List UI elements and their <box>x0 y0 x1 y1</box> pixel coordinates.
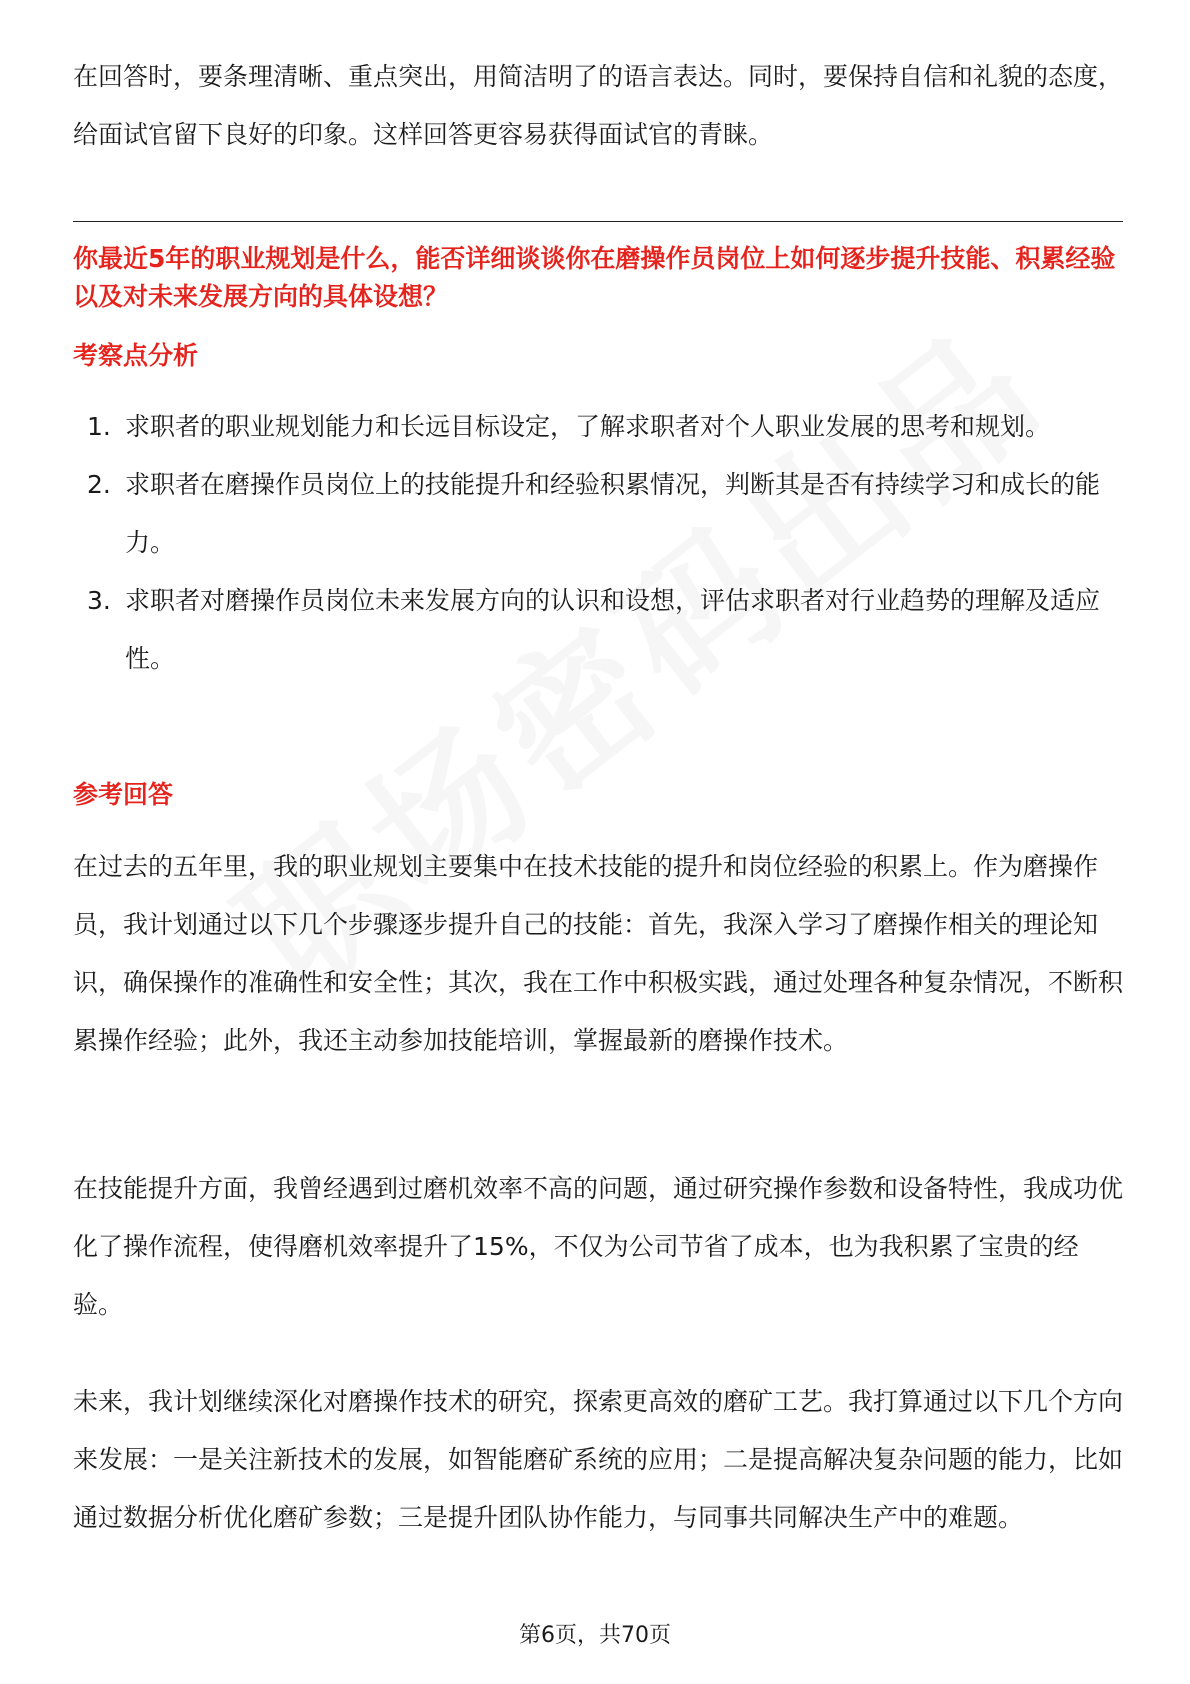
analysis-item-text: 求职者的职业规划能力和长远目标设定，了解求职者对个人职业发展的思考和规划。 <box>125 412 1051 441</box>
analysis-item-text: 求职者在磨操作员岗位上的技能提升和经验积累情况，判断其是否有持续学习和成长的能力。 <box>125 470 1101 557</box>
analysis-title: 考察点分析 <box>73 341 199 370</box>
analysis-item-text: 求职者对磨操作员岗位未来发展方向的认识和设想，评估求职者对行业趋势的理解及适应性。 <box>125 586 1101 673</box>
analysis-list <box>73 398 1123 688</box>
answer-paragraph: 未来，我计划继续深化对磨操作技术的研究，探索更高效的磨矿工艺。我打算通过以下几个方向来发展：一是关注新技术的发展，如智能磨矿系统的应用；二是提高解决复杂问题的能力，比如通过数据分析优化磨矿参数；三是提升团队协作能力，与同事共同解决生产中的难题。 <box>73 1387 1124 1532</box>
list-number: 3. <box>87 586 111 615</box>
list-number: 2. <box>87 470 111 499</box>
answer-paragraph: 在技能提升方面，我曾经遇到过磨机效率不高的问题，通过研究操作参数和设备特性，我成功优化了操作流程，使得磨机效率提升了15%，不仅为公司节省了成本，也为我积累了宝贵的经验。 <box>73 1174 1124 1319</box>
answer-paragraph: 在过去的五年里，我的职业规划主要集中在技术技能的提升和岗位经验的积累上。作为磨操作员，我计划通过以下几个步骤逐步提升自己的技能：首先，我深入学习了磨操作相关的理论知识，确保操作的准确性和安全性；其次，我在工作中积极实践，通过处理各种复杂情况，不断积累操作经验；此外，我还主动参加技能培训，掌握最新的磨操作技术。 <box>73 852 1124 1055</box>
analysis-item <box>73 572 1123 688</box>
analysis-item <box>73 456 1123 572</box>
answer-title: 参考回答 <box>73 780 174 809</box>
analysis-item <box>73 398 1123 456</box>
intro-paragraph: 在回答时，要条理清晰、重点突出，用简洁明了的语言表达。同时，要保持自信和礼貌的态度，给面试官留下良好的印象。这样回答更容易获得面试官的青睐。 <box>73 62 1124 149</box>
question-heading: 你最近5年的职业规划是什么，能否详细谈谈你在磨操作员岗位上如何逐步提升技能、积累经验以及对未来发展方向的具体设想？ <box>73 244 1116 311</box>
divider <box>73 221 1123 222</box>
page-number: 第6页，共70页 <box>519 1623 671 1648</box>
list-number: 1. <box>87 412 111 441</box>
